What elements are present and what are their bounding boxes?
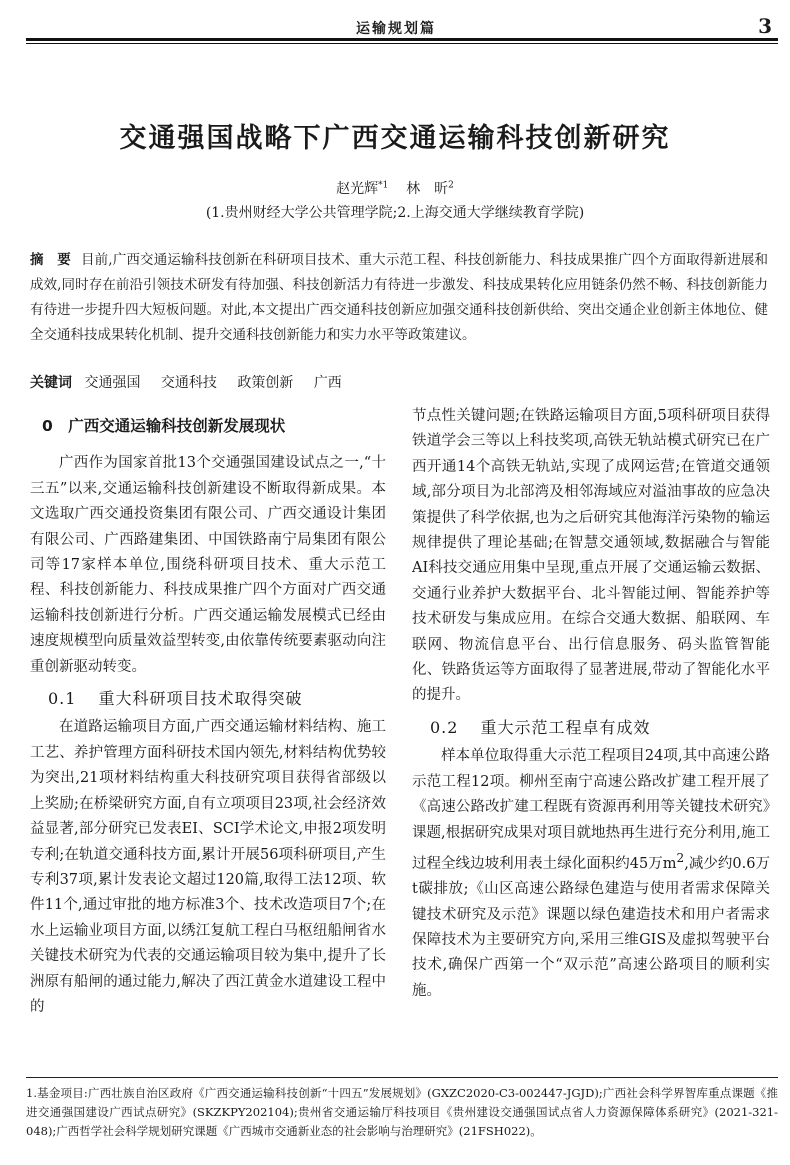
abstract-label: 摘 要 <box>30 252 71 268</box>
keyword: 政策创新 <box>237 375 294 391</box>
keyword: 交通强国 <box>84 375 141 391</box>
section-0-1-paragraph: 在道路运输项目方面,广西交通运输材料结构、施工工艺、养护管理方面科研技术国内领先,材料结构优势较为突出,21项材料结构重大科技研究项目获得省部级以上奖励;在桥梁研究方面,自有立项项目23项,社会经济效益显著,部分研究已发表EI、SCI学术论文,申报2项发明专利;在轨道交通科技方面,累计开展56项科研项目,产生专利37项,累计发表论文超过120篇,取得工法12项、软件11个,通过审批的地方标准3个、技术改造项目7个;在水上运输业项目方面,以绣江复航工程白马枢纽船闸省水关键技术研究为代表的交通运输项目较为集中,提升了长洲原有船闸的通过能力,解决了西江黄金水道建设工程中的 <box>30 719 386 1015</box>
section-0-2-number: 0.2 <box>430 717 459 737</box>
section-0-2-heading <box>430 715 770 740</box>
section-0-2-title: 重大示范工程卓有成效 <box>480 717 651 737</box>
keywords-label: 关键词 <box>30 375 72 391</box>
section-name: 运输规划篇 <box>356 21 436 37</box>
article-title: 交通强国战略下广西交通运输科技创新研究 <box>119 123 671 154</box>
header-rule-thick <box>26 38 778 41</box>
section-0-heading: 0 广西交通运输科技创新发展现状 <box>42 417 286 435</box>
affiliation: (1.贵州财经大学公共管理学院;2.上海交通大学继续教育学院) <box>205 205 585 221</box>
abstract-text: 目前,广西交通运输科技创新在科研项目技术、重大示范工程、科技创新能力、科技成果推广四个方面取得新进展和成效,同时存在前沿引领技术研发有待加强、科技创新活力有待进一步激发、科技成果转化应用链条仍然不畅、科技创新能力有待进一步提升四大短板问题。对此,本文提出广西交通科技创新应加强交通科技创新供给、突出交通企业创新主体地位、健全交通科技成果转化机制、提升交通科技创新能力和实力水平等政策建议。 <box>30 252 768 343</box>
page-number: 3 <box>758 14 772 38</box>
author-2-mark: 2 <box>448 180 454 191</box>
authors <box>0 178 790 198</box>
footnote: 1.基金项目:广西壮族自治区政府《广西交通运输科技创新“十四五”发展规划》(GXZC2020-C3-002447-JGJD);广西社会科学界智库重点课题《推进交通强国建设广西试点研究》(SKZKPY202104);贵州省交通运输厅科技项目《贵州建设交通强国试点省人力资源保障体系研究》(2021-321-048);广西哲学社会科学规划研究课题《广西城市交通新业态的社会影响与治理研究》(21FSH022)。 <box>26 1086 778 1138</box>
section-0-1-number: 0.1 <box>48 689 77 709</box>
keyword: 交通科技 <box>160 375 217 391</box>
right-column <box>412 404 770 1004</box>
author-2: 林 昕 <box>406 181 449 197</box>
abstract <box>30 248 768 348</box>
author-1: 赵光辉 <box>336 181 379 197</box>
section-0-2-text-a: 样本单位取得重大示范工程项目24项,其中高速公路示范工程12项。柳州至南宁高速公路改扩建工程开展了《高速公路改扩建工程既有资源再利用等关键技术研究》课题,根据研究成果对项目就地热再生进行充分利用,施工过程全线边坡利用表土绿化面积约45万m <box>412 748 770 872</box>
section-0-2-paragraph <box>412 744 770 1004</box>
section-0-1-paragraph-continued: 节点性关键问题;在铁路运输项目方面,5项科研项目获得铁道学会三等以上科技奖项,高铁无轨站模式研究已在广西开通14个高铁无轨站,实现了成网运营;在管道交通领域,部分项目为北部湾及相邻海域应对溢油事故的应急决策提供了科学依据,也为之后研究其他海洋污染物的输运规律提供了理论基础;在智慧交通领域,数据融合与智能AI科技交通应用集中呈现,重点开展了交通运输云数据、交通行业养护大数据平台、北斗智能过闸、智能养护等技术研发与集成应用。在综合交通大数据、船联网、车联网、物流信息平台、出行信息服务、码头监管智能化、铁路货运等方面取得了显著进展,带动了智能化水平的提升。 <box>412 408 770 704</box>
section-0-paragraph: 广西作为国家首批13个交通强国建设试点之一,“十三五”以来,交通运输科技创新建设不断取得新成果。本文选取广西交通投资集团有限公司、广西交通设计集团有限公司、广西路建集团、中国铁路南宁局集团有限公司等17家样本单位,围绕科研项目技术、重大示范工程、科技创新能力、科技成果推广四个方面对广西交通运输科技创新进行分析。广西交通运输发展模式已经由速度规模型向质量效益型转变,由依靠传统要素驱动向注重创新驱动转变。 <box>30 455 386 675</box>
area-superscript: 2 <box>676 850 685 865</box>
section-0-2-text-b: ,减少约0.6万t碳排放;《山区高速公路绿色建造与使用者需求保障关键技术研究及示范》课题以绿色建造技术和用户者需求保障技术为主要研究方向,采用三维GIS及虚拟驾驶平台技术,确保广西第一个“双示范”高速公路项目的顺利实施。 <box>412 855 771 999</box>
section-0-1-heading <box>48 686 386 711</box>
keywords <box>30 372 410 392</box>
footnote-rule <box>26 1077 778 1078</box>
header-rule-thin <box>26 43 778 44</box>
left-column <box>30 414 386 1020</box>
keyword: 广西 <box>313 375 342 391</box>
author-1-mark: *1 <box>378 180 389 191</box>
section-0-1-title: 重大科研项目技术取得突破 <box>98 689 303 709</box>
running-header <box>26 14 778 40</box>
